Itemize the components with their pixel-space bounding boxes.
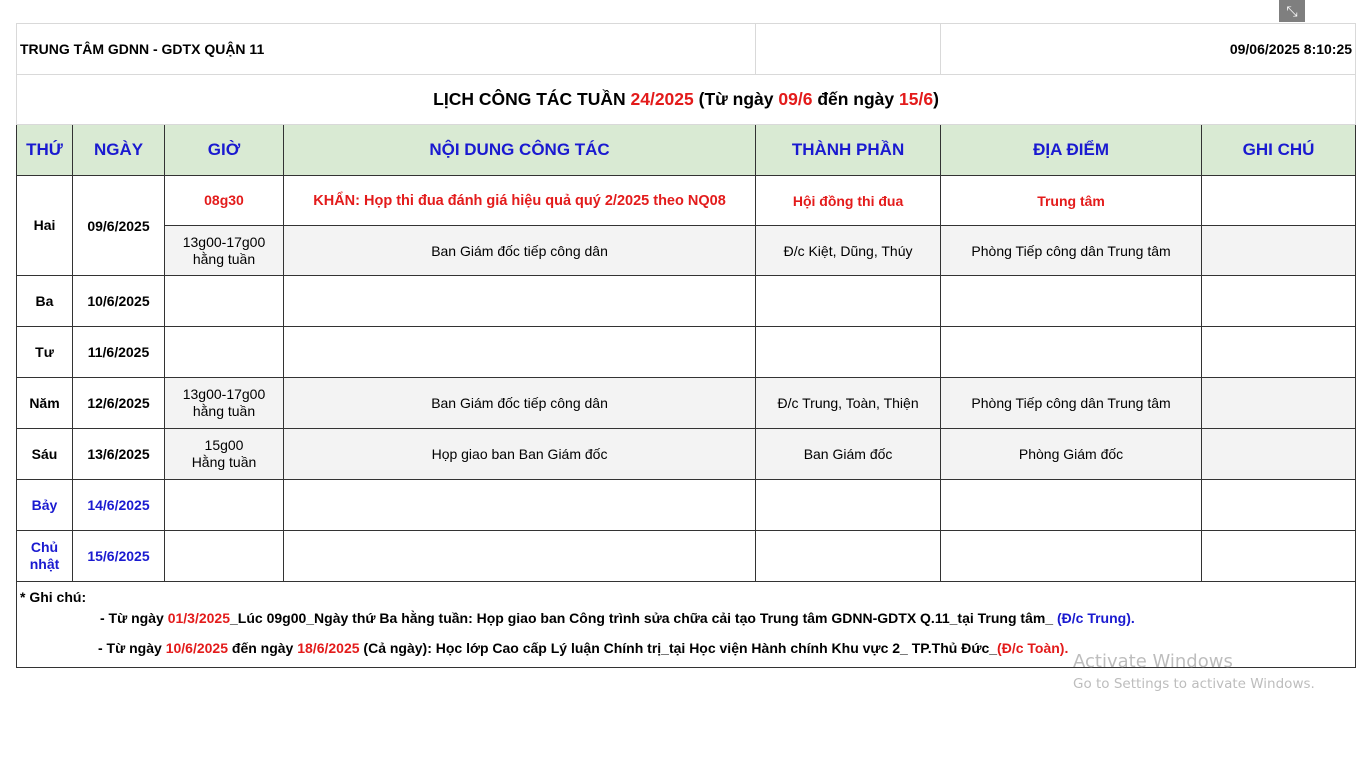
notes-cell <box>1202 429 1356 480</box>
time-cell <box>165 327 284 378</box>
content-cell <box>284 327 756 378</box>
title-text: (Từ ngày <box>693 89 779 109</box>
schedule-table <box>16 23 1356 668</box>
note-date: 01/3/2025 <box>167 610 230 626</box>
time-cell: 13g00-17g00 hằng tuần <box>165 378 284 429</box>
table-row <box>17 276 1356 327</box>
participants-cell <box>756 276 941 327</box>
note-person: (Đ/c Toàn) <box>997 640 1065 656</box>
date-cell: 09/6/2025 <box>73 176 165 276</box>
header-row <box>17 125 1356 176</box>
note-person: (Đ/c Trung) <box>1056 610 1131 626</box>
content-cell <box>284 480 756 531</box>
participants-cell: Đ/c Trung, Toàn, Thiện <box>756 378 941 429</box>
day-of-week-cell: Tư <box>17 327 73 378</box>
time-cell <box>165 531 284 582</box>
location-cell <box>941 480 1202 531</box>
date-cell: 13/6/2025 <box>73 429 165 480</box>
time-cell: 08g30 <box>165 176 284 226</box>
participants-cell <box>756 531 941 582</box>
title-text: ) <box>933 89 939 109</box>
column-header: NGÀY <box>73 125 165 176</box>
watermark-title: Activate Windows <box>1073 651 1233 672</box>
participants-cell: Hội đồng thi đua <box>756 176 941 226</box>
note-text: đến ngày <box>228 640 298 656</box>
participants-cell: Đ/c Kiệt, Dũng, Thúy <box>756 226 941 276</box>
note-text: - Từ ngày <box>98 640 166 656</box>
content-cell: KHẨN: Họp thi đua đánh giá hiệu quả quý 2/2025 theo NQ08 <box>284 176 756 226</box>
table-row <box>17 480 1356 531</box>
title-from-date: 09/6 <box>778 89 813 109</box>
datetime: 09/06/2025 8:10:25 <box>941 24 1356 75</box>
notes-cell <box>1202 378 1356 429</box>
notes-cell <box>1202 226 1356 276</box>
column-header: NỘI DUNG CÔNG TÁC <box>284 125 756 176</box>
exit-fullscreen-icon[interactable]: ⤡ <box>1279 0 1305 22</box>
table-row <box>17 378 1356 429</box>
day-of-week-cell: Hai <box>17 176 73 276</box>
time-cell <box>165 480 284 531</box>
notes-cell <box>1202 176 1356 226</box>
location-cell: Phòng Tiếp công dân Trung tâm <box>941 226 1202 276</box>
watermark-subtitle: Go to Settings to activate Windows. <box>1073 676 1315 692</box>
content-cell: Ban Giám đốc tiếp công dân <box>284 378 756 429</box>
day-of-week-cell: Bảy <box>17 480 73 531</box>
column-header: THỨ <box>17 125 73 176</box>
notes-cell <box>1202 276 1356 327</box>
content-cell: Ban Giám đốc tiếp công dân <box>284 226 756 276</box>
note-item <box>20 610 1352 626</box>
content-cell: Họp giao ban Ban Giám đốc <box>284 429 756 480</box>
day-of-week-cell: Sáu <box>17 429 73 480</box>
date-cell: 12/6/2025 <box>73 378 165 429</box>
note-date: 18/6/2025 <box>297 640 360 656</box>
title-to-date: 15/6 <box>899 89 934 109</box>
table-row <box>17 429 1356 480</box>
location-cell: Trung tâm <box>941 176 1202 226</box>
note-date: 10/6/2025 <box>165 640 228 656</box>
time-cell: 13g00-17g00 hằng tuần <box>165 226 284 276</box>
notes-cell <box>1202 327 1356 378</box>
date-cell: 15/6/2025 <box>73 531 165 582</box>
date-cell: 10/6/2025 <box>73 276 165 327</box>
note-text: (Cả ngày): Học lớp Cao cấp Lý luận Chính trị_tại Học viện Hành chính Khu vực 2_ TP.Thủ Đức_ <box>359 640 998 656</box>
org-name: TRUNG TÂM GDNN - GDTX QUẬN 11 <box>17 24 756 75</box>
title-text: LỊCH CÔNG TÁC TUẦN <box>433 89 631 109</box>
table-row <box>17 327 1356 378</box>
day-of-week-cell: Năm <box>17 378 73 429</box>
location-cell <box>941 531 1202 582</box>
notes-cell <box>1202 531 1356 582</box>
date-cell: 14/6/2025 <box>73 480 165 531</box>
time-cell: 15g00 Hằng tuần <box>165 429 284 480</box>
windows-watermark <box>1073 651 1315 692</box>
location-cell <box>941 276 1202 327</box>
page-title <box>17 75 1356 125</box>
column-header: ĐỊA ĐIỂM <box>941 125 1202 176</box>
notes-label: * Ghi chú: <box>20 589 87 605</box>
column-header: GHI CHÚ <box>1202 125 1356 176</box>
note-text: . <box>1064 640 1069 656</box>
table-row <box>17 531 1356 582</box>
participants-cell <box>756 327 941 378</box>
blank-cell <box>756 24 941 75</box>
notes-cell <box>1202 480 1356 531</box>
location-cell <box>941 327 1202 378</box>
date-cell: 11/6/2025 <box>73 327 165 378</box>
column-header: GIỜ <box>165 125 284 176</box>
day-of-week-cell: Ba <box>17 276 73 327</box>
column-header: THÀNH PHẦN <box>756 125 941 176</box>
participants-cell <box>756 480 941 531</box>
table-row <box>17 226 1356 276</box>
day-of-week-cell: Chủ nhật <box>17 531 73 582</box>
content-cell <box>284 276 756 327</box>
time-cell <box>165 276 284 327</box>
title-week: 24/2025 <box>630 89 694 109</box>
note-text: . <box>1130 610 1135 626</box>
title-text: đến ngày <box>812 89 899 109</box>
location-cell: Phòng Giám đốc <box>941 429 1202 480</box>
table-row <box>17 176 1356 226</box>
location-cell: Phòng Tiếp công dân Trung tâm <box>941 378 1202 429</box>
note-text: _Lúc 09g00_Ngày thứ Ba hằng tuần: Họp giao ban Công trình sửa chữa cải tạo Trung tâm GDNN-GDTX Q.11_tại Trung tâm_ <box>230 610 1057 626</box>
content-cell <box>284 531 756 582</box>
note-text: - Từ ngày <box>100 610 168 626</box>
participants-cell: Ban Giám đốc <box>756 429 941 480</box>
